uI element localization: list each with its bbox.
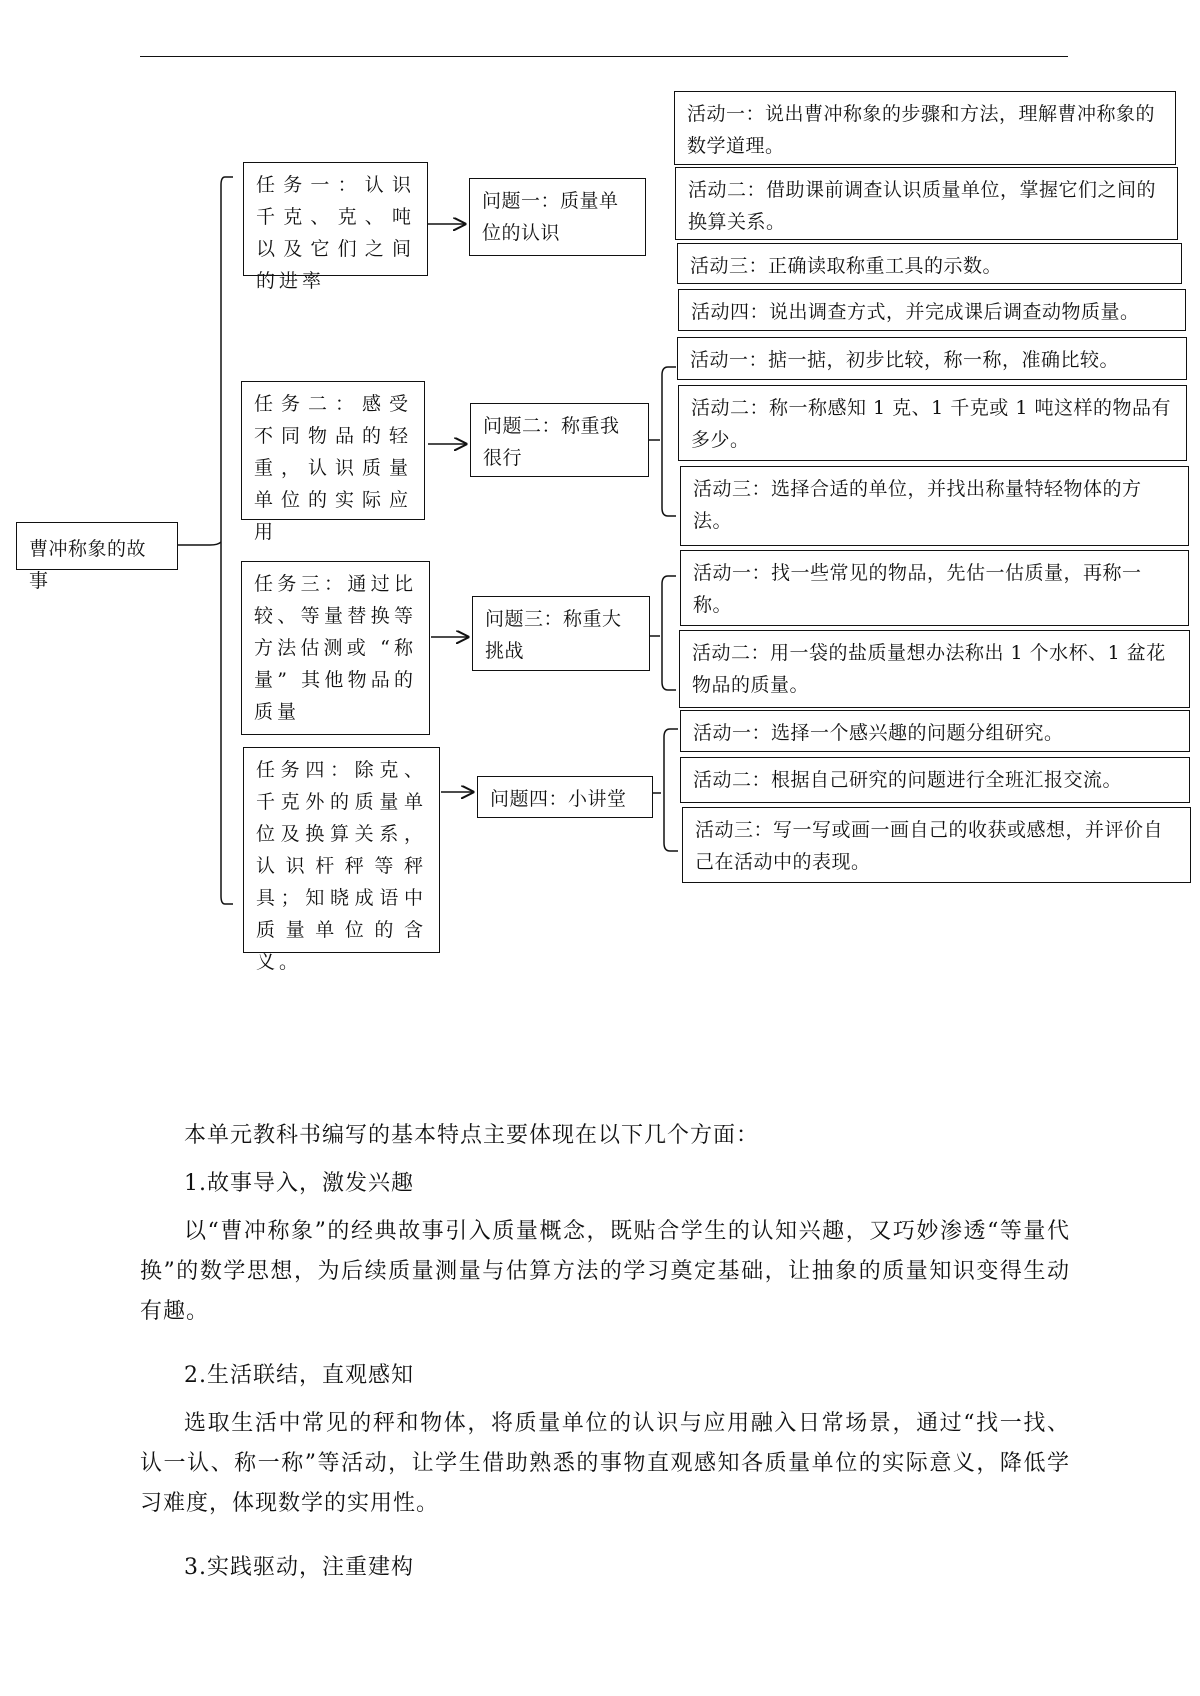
activity-label: 活动一：掂一掂，初步比较，称一称，准确比较。 <box>690 349 1120 371</box>
activity-label: 活动三：正确读取称重工具的示数。 <box>690 255 1003 277</box>
section-paragraph-2: 选取生活中常见的秤和物体，将质量单位的认识与应用融入日常场景，通过“找一找、认一认、称一称”等活动，让学生借助熟悉的事物直观感知各质量单位的实际意义，降低学习难度，体现数学的实用性。 <box>140 1411 1070 1516</box>
task-label: 任务二：感受不同物品的轻重，认识质量单位的实际应用 <box>254 393 412 543</box>
question-box-1 <box>469 178 646 256</box>
question-label: 问题二：称重我很行 <box>483 415 620 469</box>
activity-label: 活动二：称一称感知 1 克、1 千克或 1 吨这样的物品有多少。 <box>691 397 1171 451</box>
activity-box-1-3 <box>677 243 1182 284</box>
activity-box-2-3 <box>680 466 1189 546</box>
activity-box-1-1 <box>674 91 1176 165</box>
q2-bracket <box>662 367 676 516</box>
activity-box-4-1 <box>680 710 1190 752</box>
section-heading-2: 2.生活联结，直观感知 <box>184 1363 414 1388</box>
question-label: 问题一：质量单位的认识 <box>482 190 619 244</box>
activity-label: 活动二：用一袋的盐质量想办法称出 1 个水杯、1 盆花物品的质量。 <box>692 642 1166 696</box>
activity-label: 活动四：说出调查方式，并完成课后调查动物质量。 <box>691 301 1140 323</box>
root-box <box>16 522 178 592</box>
activity-box-3-1 <box>680 550 1189 626</box>
activity-box-3-2 <box>679 630 1190 708</box>
section-paragraph-1: 以“曹冲称象”的经典故事引入质量概念，既贴合学生的认知兴趣，又巧妙渗透“等量代换”的数学思想，为后续质量测量与估算方法的学习奠定基础，让抽象的质量知识变得生动有趣。 <box>140 1219 1070 1324</box>
section-heading-1: 1.故事导入，激发兴趣 <box>184 1171 414 1196</box>
root-label: 曹冲称象的故事 <box>29 538 147 592</box>
activity-label: 活动二：借助课前调查认识质量单位，掌握它们之间的换算关系。 <box>688 179 1157 233</box>
task-box-3 <box>241 561 430 735</box>
activity-label: 活动一：选择一个感兴趣的问题分组研究。 <box>693 722 1064 744</box>
activity-label: 活动三：写一写或画一画自己的收获或感想，并评价自己在活动中的表现。 <box>695 819 1164 873</box>
question-box-3 <box>472 596 650 671</box>
activity-box-4-2 <box>680 757 1190 803</box>
q4-bracket <box>664 729 678 851</box>
task-label: 任务一：认识千克、克、吨以及它们之间的进率 <box>256 174 415 292</box>
task-box-1 <box>243 162 428 292</box>
activity-box-1-2 <box>675 167 1178 240</box>
activity-box-4-3 <box>682 807 1191 883</box>
task-label: 任务三：通过比较、等量替换等方法估测或 “称量” 其他物品的质量 <box>254 573 417 723</box>
activity-box-1-4 <box>678 289 1186 331</box>
intro-paragraph: 本单元教科书编写的基本特点主要体现在以下几个方面： <box>184 1123 760 1148</box>
q3-bracket <box>662 576 676 690</box>
question-label: 问题三：称重大挑战 <box>485 608 622 662</box>
question-box-2 <box>470 403 649 477</box>
task-box-4 <box>243 747 440 973</box>
question-box-4 <box>477 776 653 818</box>
task-box-2 <box>241 381 425 543</box>
section-heading-3: 3.实践驱动，注重建构 <box>184 1555 414 1580</box>
activity-label: 活动二：根据自己研究的问题进行全班汇报交流。 <box>693 769 1123 791</box>
task-label: 任务四：除克、千克外的质量单位及换算关系，认识杆秤等秤具；知晓成语中质量单位的含义。 <box>256 759 427 973</box>
activity-label: 活动一：找一些常见的物品，先估一估质量，再称一称。 <box>693 562 1142 616</box>
activity-box-2-2 <box>678 385 1187 461</box>
activity-box-2-1 <box>677 337 1187 380</box>
root-bracket <box>221 177 233 904</box>
activity-label: 活动三：选择合适的单位，并找出称量特轻物体的方法。 <box>693 478 1142 532</box>
activity-label: 活动一：说出曹冲称象的步骤和方法，理解曹冲称象的数学道理。 <box>687 103 1156 157</box>
question-label: 问题四：小讲堂 <box>490 788 627 810</box>
